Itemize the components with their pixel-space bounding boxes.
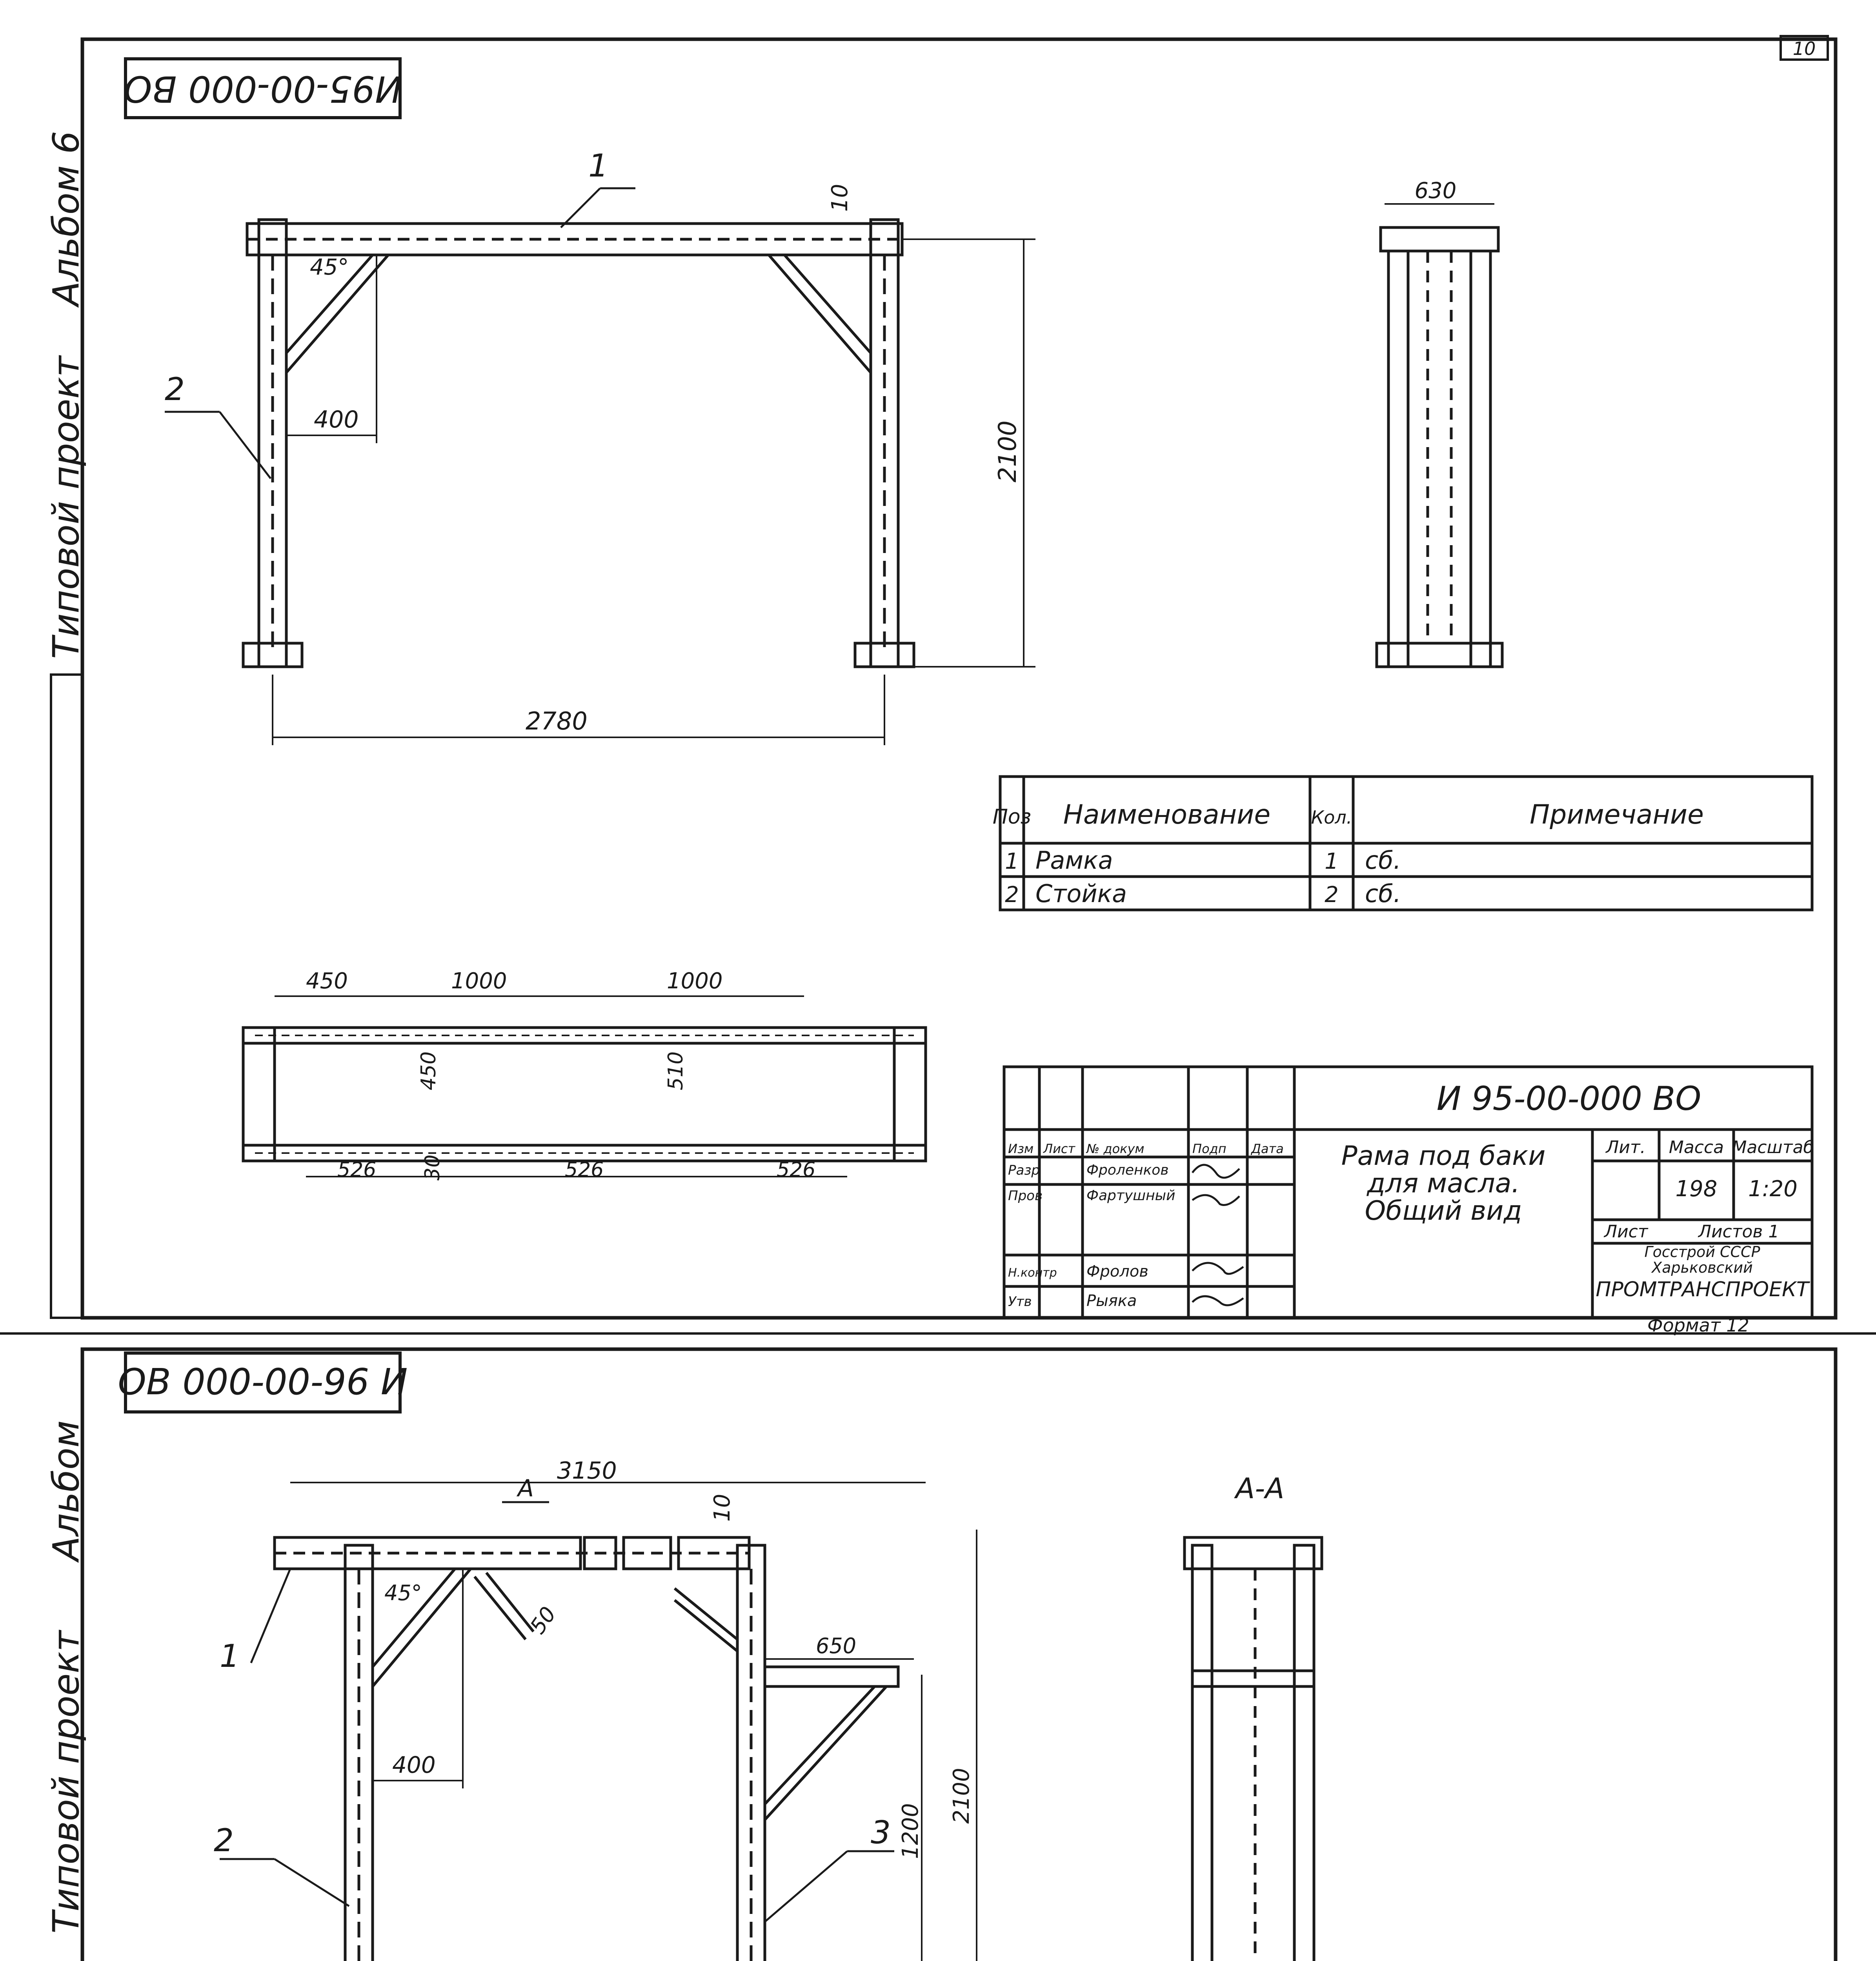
sheet-2 — [45, 1349, 1836, 1961]
callout-1: 1 — [588, 147, 608, 184]
tb1-org-1: Госстрой СССР — [1644, 1243, 1760, 1261]
spec1-r2-qty: 2 — [1325, 882, 1339, 908]
section-mark-top: А — [518, 1475, 534, 1502]
tb1-role-sign: Подп — [1192, 1141, 1226, 1156]
section-a-a — [1181, 1537, 1322, 1961]
tb1-role-date: Дата — [1251, 1141, 1284, 1156]
frame-elevation-2 — [220, 1483, 977, 1961]
plan-dim-450v: 450 — [417, 1051, 440, 1090]
spec1-r2-name: Стойка — [1035, 879, 1127, 908]
tb1-name-1: Рама под баки — [1341, 1141, 1546, 1172]
section-label: А-А — [1236, 1472, 1285, 1505]
sheet-1 — [45, 39, 1836, 1336]
tb1-mass-label: Масса — [1669, 1137, 1724, 1157]
spec1-r1-name: Рамка — [1035, 846, 1113, 875]
spec1-r1-pos: 1 — [1005, 849, 1019, 874]
spec1-h-name: Наименование — [1063, 799, 1271, 830]
plan-dim-1000a: 1000 — [451, 968, 507, 994]
tb1-lit: Лит. — [1606, 1137, 1646, 1157]
tb1-designation: И 95-00-000 ВО — [1436, 1079, 1701, 1118]
margin-project: Типовой проект — [45, 1630, 87, 1934]
frame-elevation-1 — [165, 188, 1035, 745]
callout-3: 3 — [871, 1814, 891, 1851]
plan-dim-526b: 526 — [565, 1158, 604, 1182]
dim-400: 400 — [314, 406, 359, 433]
tb1-person-2: Фартушный — [1086, 1188, 1175, 1204]
frame-side-1 — [1377, 204, 1502, 667]
tb1-role-razr: Разр — [1008, 1162, 1040, 1178]
dim-50: 50 — [525, 1602, 561, 1639]
code-stamp: ОВ 000-00-96 И — [118, 1361, 408, 1403]
plan-dim-1000b: 1000 — [667, 968, 723, 994]
tb1-role-utv: Утв — [1008, 1294, 1032, 1310]
tb1-sheet-label: Лист — [1604, 1222, 1648, 1242]
tb1-sheets: Листов 1 — [1698, 1222, 1780, 1242]
dim-650: 650 — [816, 1634, 857, 1658]
side-dim-630: 630 — [1414, 178, 1457, 204]
signature-icon — [1192, 1165, 1239, 1178]
dim-45deg-b: 45° — [384, 1581, 422, 1605]
margin-project: Типовой проект — [45, 356, 87, 659]
plan-dim-30: 30 — [421, 1154, 444, 1181]
plan-dim-510: 510 — [664, 1051, 688, 1090]
signature-icon — [1192, 1195, 1239, 1205]
plan-dim-450: 450 — [306, 968, 348, 994]
tb1-org-3: ПРОМТРАНСПРОЕКТ — [1596, 1278, 1809, 1301]
tb1-person-4: Рыяка — [1086, 1292, 1137, 1310]
tb1-role-prov: Пров — [1008, 1188, 1043, 1204]
margin-album: Альбом — [45, 1420, 87, 1561]
spec1-r2-pos: 2 — [1005, 882, 1019, 908]
spec1-r1-note: сб. — [1365, 846, 1401, 875]
spec1-r1-qty: 1 — [1325, 849, 1339, 874]
page-number: 10 — [1792, 38, 1816, 59]
dim-2100v: 2100 — [949, 1768, 974, 1824]
plan-dim-526c: 526 — [777, 1158, 816, 1182]
spec1-h-pos: Поз — [992, 805, 1032, 829]
code-stamp: И95-00-000 ВО — [124, 68, 402, 110]
margin-strip — [51, 675, 82, 1318]
callout-2b: 2 — [214, 1822, 234, 1859]
tb1-name-2: для масла. — [1367, 1168, 1520, 1199]
tb1-person-1: Фроленков — [1086, 1162, 1169, 1178]
tb1-name-3: Общий вид — [1365, 1195, 1522, 1226]
tb1-role-list: Лист — [1043, 1141, 1075, 1156]
spec1-r2-note: сб. — [1365, 879, 1401, 908]
tb1-role-nkontr: Н.контр — [1008, 1266, 1057, 1280]
dim-2780: 2780 — [526, 707, 588, 735]
sheet-1-frame — [82, 39, 1836, 1318]
dim-45deg: 45° — [310, 255, 349, 280]
tb1-role-doc: № докум — [1086, 1141, 1145, 1156]
dim-3150: 3150 — [557, 1457, 617, 1484]
margin-album: Альбом 6 — [45, 131, 87, 306]
tb1-org-2: Харьковский — [1652, 1259, 1753, 1276]
spec1-h-note: Примечание — [1530, 799, 1704, 830]
signature-icon — [1192, 1263, 1243, 1274]
callout-1b: 1 — [220, 1638, 240, 1674]
dim-400b: 400 — [392, 1752, 436, 1778]
tb1-format: Формат 12 — [1647, 1315, 1749, 1336]
tb1-person-3: Фролов — [1086, 1262, 1148, 1281]
signature-icon — [1192, 1296, 1243, 1305]
tb1-scale-label: Масштаб — [1732, 1137, 1814, 1157]
callout-2: 2 — [165, 371, 185, 407]
dim-2100: 2100 — [993, 420, 1022, 482]
frame-plan-1 — [243, 996, 926, 1177]
plan-dim-526a: 526 — [337, 1158, 377, 1182]
dim-1200: 1200 — [898, 1803, 923, 1859]
spec1-h-qty: Кол. — [1311, 807, 1352, 828]
tb1-scale: 1:20 — [1748, 1176, 1798, 1202]
tb1-role-izm: Изм — [1008, 1141, 1034, 1156]
tb1-mass: 198 — [1675, 1176, 1718, 1202]
dim-10b: 10 — [710, 1493, 735, 1522]
dim-10: 10 — [827, 184, 853, 212]
